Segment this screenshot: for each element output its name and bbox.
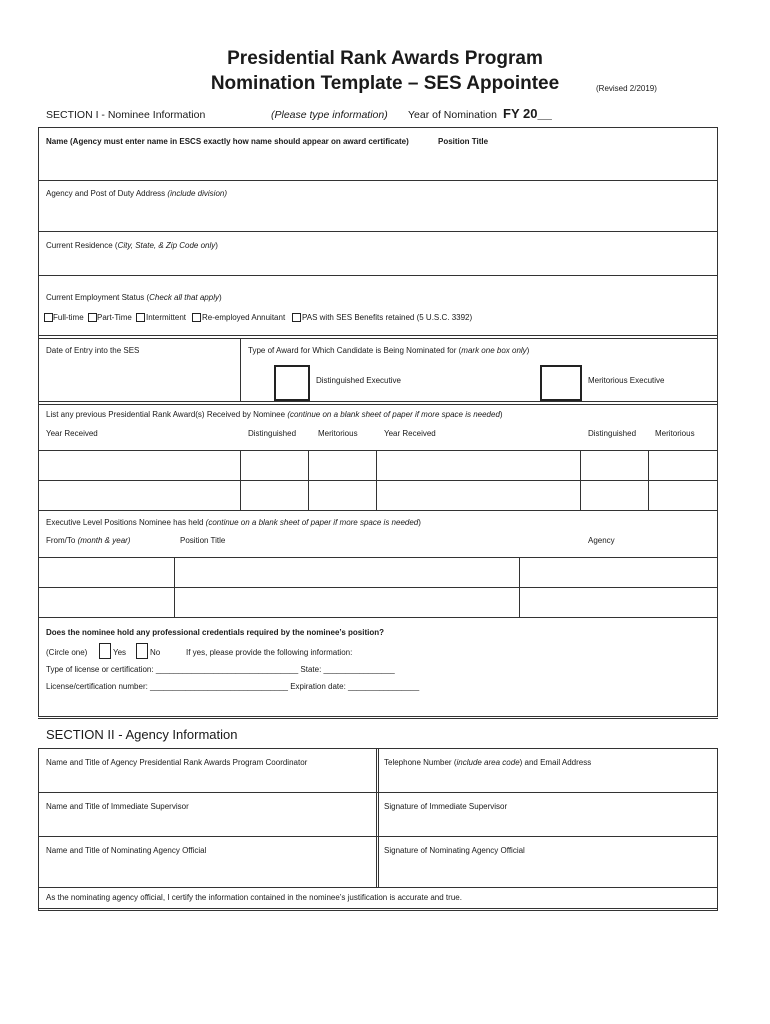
parttime-checkbox[interactable] [88, 313, 97, 322]
year-label: Year of Nomination [408, 109, 497, 121]
fiscal-year-field[interactable]: FY 20__ [503, 106, 552, 121]
telephone-email-label: Telephone Number (include area code) and Email Address [384, 758, 592, 767]
meritorious-executive-checkbox[interactable] [540, 365, 582, 401]
intermittent-label: Intermittent [146, 313, 187, 322]
pas-label: PAS with SES Benefits retained (5 U.S.C. 3392) [302, 313, 473, 322]
col-meritorious-1: Meritorious [318, 429, 358, 438]
name-label: Name (Agency must enter name in ESCS exactly how name should appear on award certificate) [46, 137, 409, 146]
employment-status-label: Current Employment Status (Check all that apply) [46, 293, 222, 302]
col-year-received-2: Year Received [384, 429, 436, 438]
coordinator-field[interactable] [40, 770, 372, 790]
intermittent-checkbox[interactable] [136, 313, 145, 322]
col-from-to: From/To (month & year) [46, 536, 131, 545]
credentials-yes-box[interactable] [99, 643, 111, 659]
license-number-field[interactable]: License/certification number: _______________________________ Expiration date: ________________ [46, 682, 420, 691]
form-title-line2: Nomination Template – SES Appointee [210, 73, 560, 94]
meritorious-executive-label: Meritorious Executive [588, 376, 665, 385]
residence-field[interactable] [40, 253, 710, 273]
circle-one-label: (Circle one) [46, 648, 88, 657]
award-type-label: Type of Award for Which Candidate is Being Nominated for (mark one box only) [248, 346, 530, 355]
exec-positions-row[interactable] [40, 589, 716, 615]
reemployed-label: Re-employed Annuitant [202, 313, 286, 322]
previous-awards-label: List any previous Presidential Rank Award(s) Received by Nominee (continue on a blank sheet of paper if more space is needed) [46, 410, 503, 419]
supervisor-name-label: Name and Title of Immediate Supervisor [46, 802, 189, 811]
revised-date: (Revised 2/2019) [596, 84, 657, 93]
fulltime-label: Full-time [53, 313, 84, 322]
please-type-note: (Please type information) [271, 109, 388, 121]
distinguished-executive-label: Distinguished Executive [316, 376, 401, 385]
credentials-no-label: No [150, 648, 161, 657]
parttime-label: Part-Time [97, 313, 132, 322]
supervisor-signature-label: Signature of Immediate Supervisor [384, 802, 508, 811]
date-entry-field[interactable] [40, 358, 236, 398]
reemployed-checkbox[interactable] [192, 313, 201, 322]
credentials-no-box[interactable] [136, 643, 148, 659]
exec-positions-row[interactable] [40, 559, 716, 585]
form-title-line1: Presidential Rank Awards Program [227, 48, 543, 69]
previous-awards-row[interactable] [40, 482, 716, 508]
certification-statement: As the nominating agency official, I certify the information contained in the nominee’s justification is accurate and true. [46, 893, 462, 902]
telephone-email-field[interactable] [382, 770, 714, 790]
position-title-label: Position Title [438, 137, 489, 146]
supervisor-signature-field[interactable] [382, 814, 714, 834]
col-distinguished-2: Distinguished [588, 429, 637, 438]
if-yes-instruction: If yes, please provide the following information: [186, 648, 353, 657]
date-entry-label: Date of Entry into the SES [46, 346, 140, 355]
col-meritorious-2: Meritorious [655, 429, 695, 438]
col-year-received-1: Year Received [46, 429, 98, 438]
residence-label: Current Residence (City, State, & Zip Code only) [46, 241, 218, 250]
official-signature-label: Signature of Nominating Agency Official [384, 846, 525, 855]
license-type-field[interactable]: Type of license or certification: ________________________________ State: ________________ [46, 665, 395, 674]
supervisor-name-field[interactable] [40, 814, 372, 834]
fulltime-checkbox[interactable] [44, 313, 53, 322]
name-field[interactable] [40, 150, 710, 178]
credentials-question: Does the nominee hold any professional credentials required by the nominee’s position? [46, 628, 384, 637]
section2-label: SECTION II - Agency Information [46, 727, 238, 742]
official-name-field[interactable] [40, 858, 372, 884]
exec-positions-label: Executive Level Positions Nominee has held (continue on a blank sheet of paper if more space is needed) [46, 518, 421, 527]
agency-address-label: Agency and Post of Duty Address (include division) [46, 189, 228, 198]
official-signature-field[interactable] [382, 858, 714, 884]
official-name-label: Name and Title of Nominating Agency Official [46, 846, 207, 855]
distinguished-executive-checkbox[interactable] [274, 365, 310, 401]
coordinator-label: Name and Title of Agency Presidential Rank Awards Program Coordinator [46, 758, 308, 767]
col-position-title: Position Title [180, 536, 226, 545]
section1-label: SECTION I - Nominee Information [46, 109, 206, 121]
agency-address-field[interactable] [40, 202, 710, 228]
col-distinguished-1: Distinguished [248, 429, 297, 438]
credentials-yes-label: Yes [113, 648, 127, 657]
previous-awards-row[interactable] [40, 452, 716, 478]
col-agency: Agency [588, 536, 615, 545]
pas-checkbox[interactable] [292, 313, 301, 322]
